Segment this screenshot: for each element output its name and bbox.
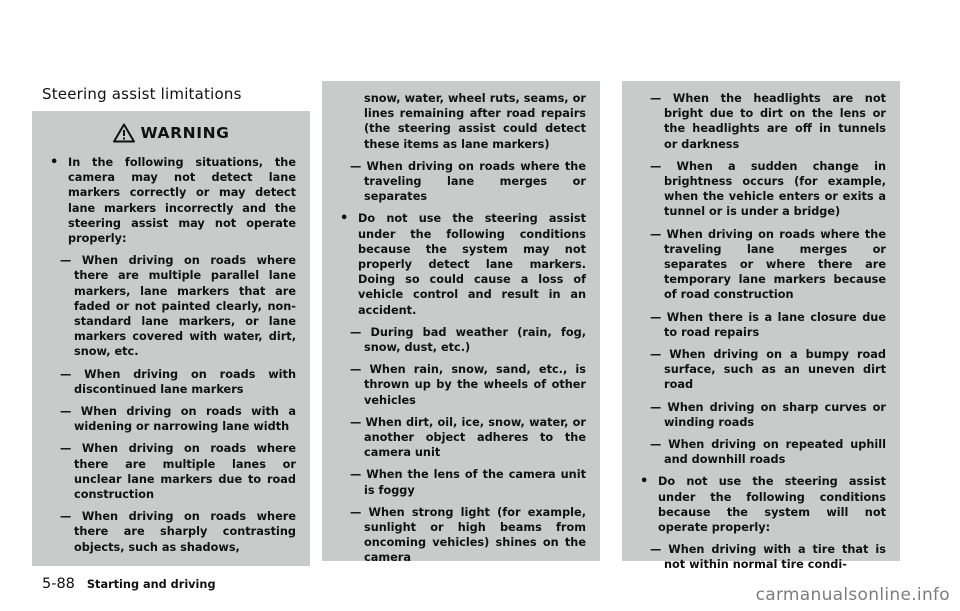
list-item: — When there is a lane closure due to road repairs: [650, 310, 886, 339]
list-item: • In the following situations, the camera may not detect lane markers correctly or may detect lane markers incorrectly and the steering assist may not operate properly:: [46, 155, 296, 246]
list-item: — When driving on roads with discontinued lane markers: [60, 367, 296, 396]
list-item: — When rain, snow, sand, etc., is thrown up by the wheels of other vehicles: [350, 363, 586, 407]
warning-box-column-3: [622, 81, 900, 572]
list-item: — When the headlights are not bright due to dirt on the lens or the headlights are off in tunnels or darkness: [650, 92, 886, 151]
list-item: • Do not use the steering assist under the following conditions because the system may not properly detect lane markers. Doing so could cause a loss of vehicle control and result in an accident.: [336, 211, 586, 317]
warning-box-column-2: [322, 81, 600, 565]
list-item: — When driving on roads where there are sharply contrasting objects, such as shadows,: [60, 510, 296, 554]
page-number: 5-88: [42, 576, 75, 592]
list-item: — When driving on roads where the traveling lane merges or separates: [350, 159, 586, 204]
chapter-name: Starting and driving: [86, 578, 216, 591]
list-item: — When driving on roads where the traveling lane merges or separates or where there are temporary lane markers because of road construction: [650, 227, 886, 302]
list-item-continuation: snow, water, wheel ruts, seams, or lines remaining after road repairs (the steering assist could detect these items as lane markers): [364, 92, 586, 151]
list-item: — When strong light (for example, sunlight or high beams from oncoming vehicles) shines on the camera: [350, 505, 586, 565]
warning-triangle-icon: [113, 123, 135, 143]
warning-label: WARNING: [140, 124, 230, 142]
list-item: — When driving with a tire that is not within normal tire condi-: [650, 543, 886, 572]
warning-box-column-1: [32, 111, 310, 566]
list-item: — When driving on a bumpy road surface, such as an uneven dirt road: [650, 348, 886, 392]
list-item: • Do not use the steering assist under the following conditions because the system will not operate properly:: [636, 474, 886, 535]
page-footer: [42, 576, 216, 592]
section-title: Steering assist limitations: [42, 85, 242, 103]
list-item: — During bad weather (rain, fog, snow, dust, etc.): [350, 325, 586, 355]
list-item: — When a sudden change in brightness occurs (for example, when the vehicle enters or exits a tunnel or is under a bridge): [650, 159, 886, 219]
list-item: — When driving on roads where there are multiple parallel lane markers, lane markers that are faded or not painted clearly, non-standard lane markers, or lane markers covered with water, dirt, snow, etc.: [60, 254, 296, 359]
list-item: — When driving on sharp curves or winding roads: [650, 400, 886, 429]
warning-header: [46, 123, 296, 143]
list-item: — When dirt, oil, ice, snow, water, or another object adheres to the camera unit: [350, 415, 586, 460]
list-item: — When driving on roads with a widening or narrowing lane width: [60, 405, 296, 434]
list-item: — When the lens of the camera unit is foggy: [350, 468, 586, 497]
list-item: — When driving on roads where there are multiple lanes or unclear lane markers due to road construction: [60, 442, 296, 502]
watermark: carmanualsonline.info: [755, 585, 950, 605]
list-item: — When driving on repeated uphill and downhill roads: [650, 438, 886, 467]
